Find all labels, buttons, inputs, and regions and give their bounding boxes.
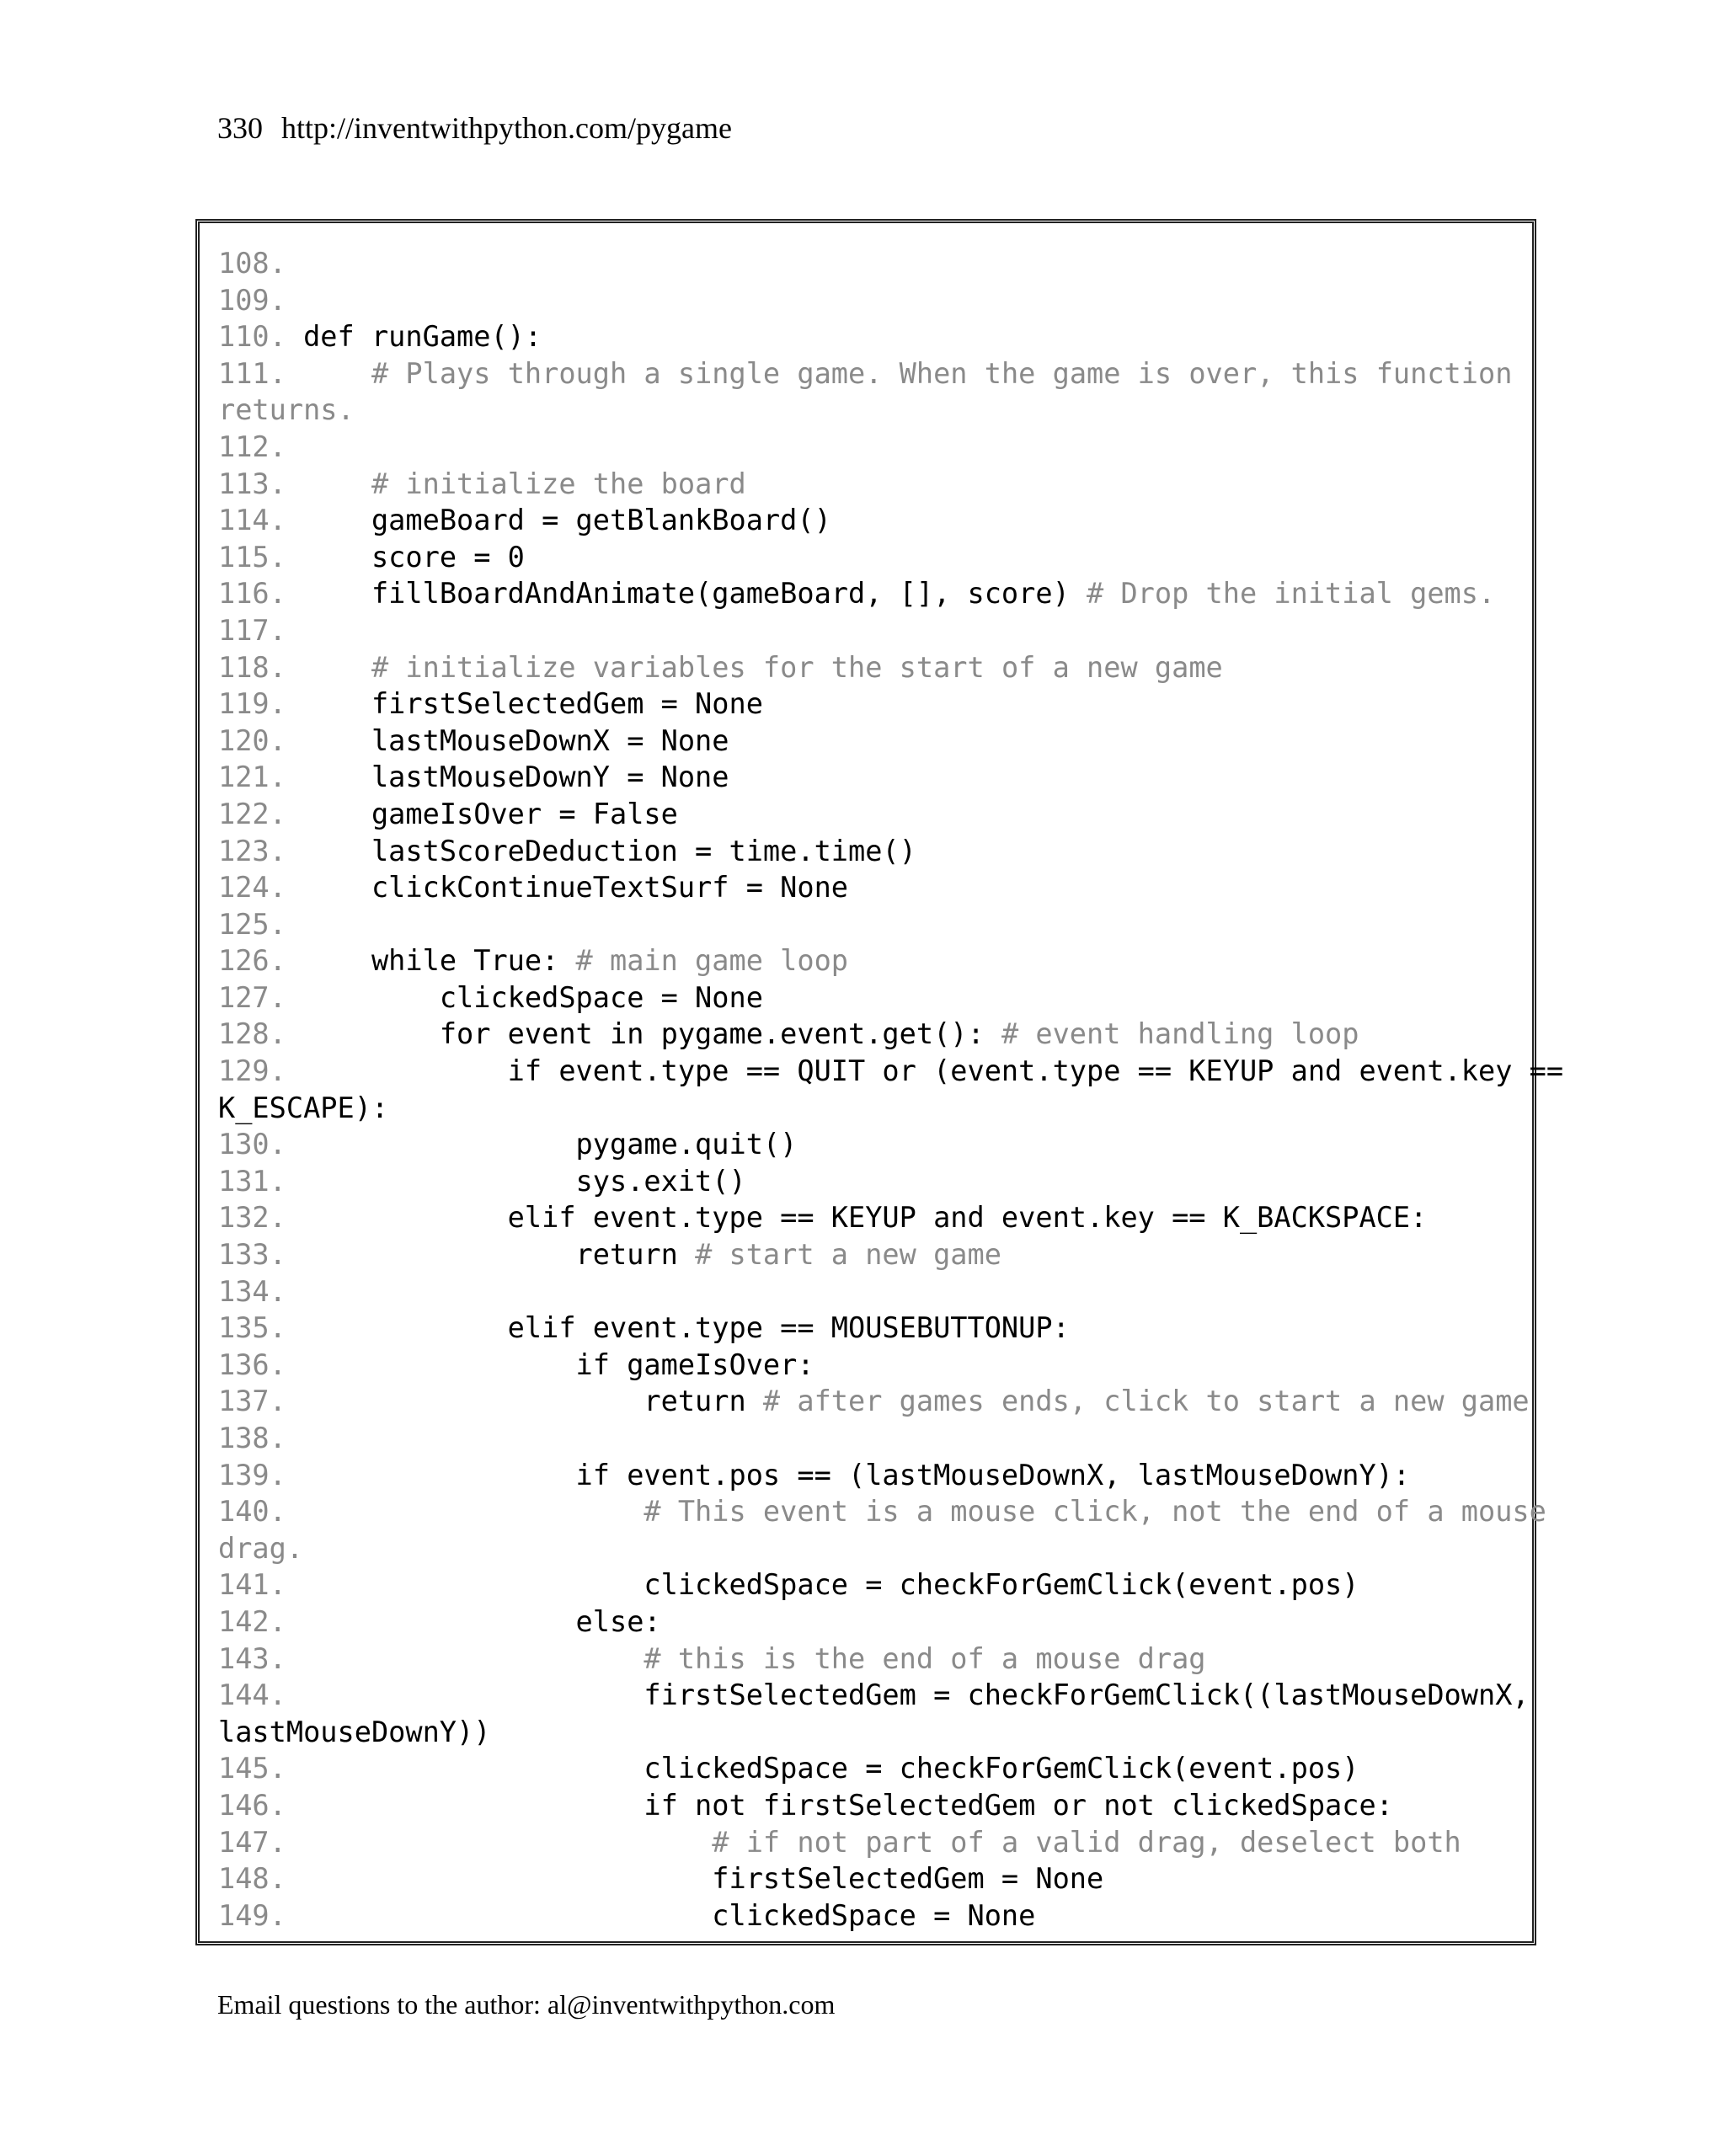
code-line xyxy=(218,1860,1522,1897)
code-text: clickedSpace = checkForGemClick(event.pos) xyxy=(286,1752,1359,1785)
code-line xyxy=(218,318,1522,355)
code-line xyxy=(218,502,1522,539)
code-text: lastScoreDeduction = time.time() xyxy=(286,834,916,867)
code-line xyxy=(218,1641,1522,1678)
code-line xyxy=(218,245,1522,282)
code-line xyxy=(218,466,1522,503)
line-number: 134. xyxy=(218,1274,286,1308)
line-number: 110. xyxy=(218,320,286,354)
code-line xyxy=(218,282,1522,319)
code-line xyxy=(218,869,1522,906)
code-line xyxy=(218,649,1522,686)
code-comment: # main game loop xyxy=(575,944,848,978)
code-line xyxy=(218,906,1522,943)
code-line xyxy=(218,1677,1530,1714)
code-comment: # This event is a mouse click, not the end of a mouse xyxy=(644,1495,1546,1529)
code-text: else: xyxy=(286,1604,661,1638)
code-text: lastMouseDownY)) xyxy=(218,1715,491,1748)
code-text: score = 0 xyxy=(286,540,525,574)
line-number: 120. xyxy=(218,723,286,757)
line-number: 133. xyxy=(218,1238,286,1272)
code-line xyxy=(218,1310,1522,1347)
code-text: return xyxy=(286,1238,696,1272)
line-number: 114. xyxy=(218,504,286,537)
code-line xyxy=(218,1053,1564,1090)
code-line xyxy=(218,1714,1522,1751)
line-number: 146. xyxy=(218,1788,286,1822)
code-text xyxy=(286,1826,712,1859)
code-line xyxy=(218,1347,1522,1384)
line-number: 125. xyxy=(218,907,286,941)
page-footer: Email questions to the author: al@inventwithpython.com xyxy=(217,1989,836,2020)
line-number: 149. xyxy=(218,1898,286,1932)
code-line xyxy=(218,759,1522,796)
code-comment: drag. xyxy=(218,1531,304,1565)
code-text xyxy=(286,1495,644,1528)
code-line xyxy=(218,1236,1522,1273)
code-text: firstSelectedGem = checkForGemClick((lastMouseDownX, xyxy=(286,1678,1530,1712)
code-line xyxy=(218,1163,1522,1200)
code-line xyxy=(218,1090,1522,1127)
code-text xyxy=(286,1642,644,1675)
line-number: 143. xyxy=(218,1641,286,1675)
line-number: 138. xyxy=(218,1422,286,1454)
line-number: 116. xyxy=(218,577,286,611)
code-line xyxy=(218,1457,1522,1494)
code-line xyxy=(218,612,1522,649)
line-number: 117. xyxy=(218,613,286,647)
line-number: 142. xyxy=(218,1604,286,1638)
code-line xyxy=(218,429,1522,466)
line-number: 118. xyxy=(218,650,286,684)
code-comment: # initialize the board xyxy=(371,467,746,500)
line-number: 119. xyxy=(218,687,286,721)
line-number: 121. xyxy=(218,760,286,794)
code-text: lastMouseDownX = None xyxy=(286,723,729,757)
code-text: fillBoardAndAnimate(gameBoard, [], score) xyxy=(286,577,1087,611)
line-number: 145. xyxy=(218,1752,286,1785)
line-number: 144. xyxy=(218,1678,286,1712)
code-line xyxy=(218,1126,1522,1163)
code-line xyxy=(218,1604,1522,1641)
code-text: if event.pos == (lastMouseDownX, lastMouseDownY): xyxy=(286,1458,1411,1492)
line-number: 135. xyxy=(218,1311,286,1345)
code-text: clickContinueTextSurf = None xyxy=(286,871,848,905)
page-header xyxy=(217,108,732,148)
code-text: if gameIsOver: xyxy=(286,1348,814,1381)
line-number: 148. xyxy=(218,1862,286,1896)
line-number: 126. xyxy=(218,944,286,978)
line-number: 112. xyxy=(218,430,286,463)
code-text: elif event.type == KEYUP and event.key == K_BACKSPACE: xyxy=(286,1201,1428,1235)
code-text: while True: xyxy=(286,944,576,978)
code-text: clickedSpace = checkForGemClick(event.pos) xyxy=(286,1568,1359,1602)
code-line xyxy=(218,942,1522,979)
line-number: 132. xyxy=(218,1201,286,1235)
code-text: gameBoard = getBlankBoard() xyxy=(286,504,831,537)
code-text: clickedSpace = None xyxy=(286,1898,1036,1932)
line-number: 130. xyxy=(218,1128,286,1161)
code-line xyxy=(218,796,1522,833)
code-text: return xyxy=(286,1385,763,1418)
line-number: 136. xyxy=(218,1348,286,1381)
code-line xyxy=(218,979,1522,1017)
code-line xyxy=(218,1566,1522,1604)
line-number: 137. xyxy=(218,1385,286,1418)
code-line xyxy=(218,539,1522,576)
code-comment: # event handling loop xyxy=(1001,1017,1359,1051)
line-number: 147. xyxy=(218,1825,286,1859)
line-number: 109. xyxy=(218,283,286,317)
code-text: firstSelectedGem = None xyxy=(286,1862,1104,1896)
code-line xyxy=(218,1016,1522,1053)
code-text: lastMouseDownY = None xyxy=(286,760,729,794)
line-number: 115. xyxy=(218,540,286,574)
code-text: for event in pygame.event.get(): xyxy=(286,1017,1001,1051)
code-text xyxy=(286,651,371,684)
line-number: 131. xyxy=(218,1164,286,1198)
line-number: 123. xyxy=(218,834,286,867)
code-text: firstSelectedGem = None xyxy=(286,687,763,721)
code-line xyxy=(218,686,1522,723)
line-number: 108. xyxy=(218,247,286,280)
code-line xyxy=(218,1273,1522,1310)
code-text: if event.type == QUIT or (event.type == KEYUP and event.key == xyxy=(286,1054,1564,1088)
code-line xyxy=(218,575,1522,612)
code-comment: # Drop the initial gems. xyxy=(1087,577,1496,611)
line-number: 129. xyxy=(218,1054,286,1088)
code-text: K_ESCAPE): xyxy=(218,1091,389,1124)
line-number: 113. xyxy=(218,467,286,500)
code-comment: # after games ends, click to start a new game xyxy=(762,1385,1530,1418)
page-number: 330 xyxy=(217,111,263,145)
code-comment: # start a new game xyxy=(695,1238,1001,1272)
code-text: sys.exit() xyxy=(286,1164,746,1198)
code-line xyxy=(218,1750,1522,1787)
code-line xyxy=(218,1897,1522,1935)
line-number: 122. xyxy=(218,797,286,830)
header-url: http://inventwithpython.com/pygame xyxy=(281,111,732,145)
code-line xyxy=(218,1383,1530,1420)
line-number: 128. xyxy=(218,1017,286,1051)
code-text: if not firstSelectedGem or not clickedSpace: xyxy=(286,1788,1393,1822)
code-line xyxy=(218,1199,1522,1236)
code-line xyxy=(218,1530,1522,1567)
code-line xyxy=(218,833,1522,870)
code-comment: # initialize variables for the start of a new game xyxy=(371,650,1223,684)
line-number: 140. xyxy=(218,1495,286,1529)
code-line xyxy=(218,1420,1522,1457)
line-number: 111. xyxy=(218,356,286,390)
code-listing-frame xyxy=(195,219,1564,1945)
code-text xyxy=(286,357,371,390)
code-line xyxy=(218,355,1522,392)
code-line xyxy=(218,1824,1522,1861)
code-comment: # this is the end of a mouse drag xyxy=(644,1641,1206,1675)
code-line xyxy=(218,392,1522,429)
line-number: 127. xyxy=(218,980,286,1014)
code-comment: returns. xyxy=(218,393,355,427)
line-number: 124. xyxy=(218,871,286,905)
code-line xyxy=(218,723,1522,760)
code-text xyxy=(286,467,371,500)
code-text: def runGame(): xyxy=(286,320,542,354)
code-comment: # Plays through a single game. When the game is over, this function xyxy=(371,356,1513,390)
code-text: pygame.quit() xyxy=(286,1128,798,1161)
code-line xyxy=(218,1787,1522,1824)
line-number: 141. xyxy=(218,1568,286,1602)
code-text: elif event.type == MOUSEBUTTONUP: xyxy=(286,1311,1070,1345)
code-text: clickedSpace = None xyxy=(286,980,763,1014)
code-line xyxy=(218,1493,1546,1530)
code-comment: # if not part of a valid drag, deselect both xyxy=(712,1825,1461,1859)
code-listing xyxy=(218,245,1564,1934)
code-text: gameIsOver = False xyxy=(286,797,678,830)
line-number: 139. xyxy=(218,1458,286,1492)
